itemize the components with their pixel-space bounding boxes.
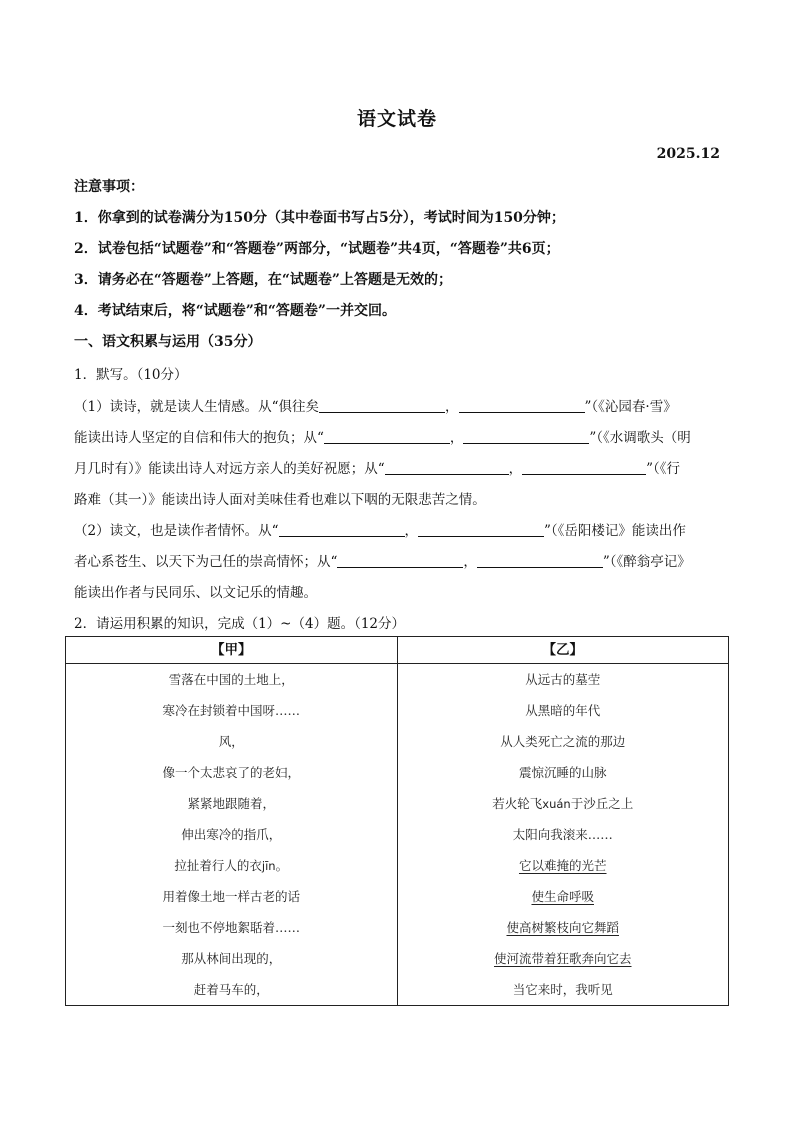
poem-line: 当它来时，我听见 <box>512 982 613 997</box>
pinyin: xuán <box>542 797 571 811</box>
poem-line <box>66 850 397 881</box>
underlined-poem-text: 使河流带着狂歌奔向它去 <box>493 951 632 966</box>
text: （2）读文，也是读作者情怀。从“ <box>74 523 279 539</box>
poem-line <box>398 943 729 974</box>
poem-line: 从远古的墓茔 <box>525 672 601 687</box>
text: ， <box>404 523 418 539</box>
question-1-stem: 1．默写。（10分） <box>74 367 188 383</box>
q1-part1-line3 <box>74 457 724 477</box>
poem-line: 一刻也不停地絮聒着…… <box>162 920 300 935</box>
table-header-row <box>66 637 729 664</box>
notice-item-2: 2．试卷包括“试题卷”和“答题卷”两部分，“试题卷”共4页，“答题卷”共6页； <box>74 241 560 257</box>
poem-line <box>398 912 729 943</box>
answer-blank[interactable] <box>522 460 646 475</box>
text: ， <box>445 399 459 415</box>
poem-text: 。 <box>275 858 289 873</box>
text: ， <box>508 461 523 477</box>
poem-line: 雪落在中国的土地上， <box>168 672 294 687</box>
poem-line <box>398 788 729 819</box>
q1-part2-line1 <box>74 519 724 539</box>
poem-yi-label: 【乙】 <box>397 637 729 664</box>
poem-line: 太阳向我滚来…… <box>512 827 613 842</box>
text: （1）读诗，就是读人生情感。从“俱往矣 <box>74 399 319 415</box>
table-row <box>66 664 729 1006</box>
poem-line: 寒冷在封锁着中国呀…… <box>162 703 300 718</box>
answer-blank[interactable] <box>463 429 589 444</box>
page-title: 语文试卷 <box>356 108 437 130</box>
poem-line: 震惊沉睡的山脉 <box>518 765 607 780</box>
poem-line: 从人类死亡之流的那边 <box>500 734 626 749</box>
q1-part1-line2 <box>74 426 724 446</box>
poem-line <box>398 881 729 912</box>
pinyin: jīn <box>261 859 276 873</box>
exam-date: 2025.12 <box>656 146 720 162</box>
text: ”（《岳阳楼记》能读出作 <box>544 523 686 539</box>
poems-table <box>65 636 729 1006</box>
text: 能读出诗人坚定的自信和伟大的抱负；从“ <box>74 430 324 446</box>
answer-blank[interactable] <box>319 398 445 413</box>
poem-text: 拉扯着行人的衣 <box>174 858 262 873</box>
text: ， <box>463 554 477 570</box>
text: ”（《行 <box>646 461 681 477</box>
q1-part1-line4: 路难（其一）》能读出诗人面对美味佳肴也难以下咽的无限悲苦之情。 <box>74 492 486 508</box>
answer-blank[interactable] <box>477 553 603 568</box>
notice-item-4: 4．考试结束后，将“试题卷”和“答题卷”一并交回。 <box>74 303 396 319</box>
text: ”（《水调歌头（明 <box>589 430 691 446</box>
poem-line: 像一个太悲哀了的老妇， <box>162 765 300 780</box>
text: 月几时有）》能读出诗人对远方亲人的美好祝愿；从“ <box>74 461 385 477</box>
notice-item-1: 1．你拿到的试卷满分为150分（其中卷面书写占5分），考试时间为150分钟； <box>74 210 565 226</box>
q1-part2-line3: 能读出作者与民同乐、以文记乐的情趣。 <box>74 585 317 601</box>
text: ， <box>449 430 464 446</box>
answer-blank[interactable] <box>418 522 544 537</box>
text: ”（《沁园春·雪》 <box>584 399 677 415</box>
underlined-poem-text: 使高树繁枝向它舞蹈 <box>506 920 619 935</box>
poem-line: 用着像土地一样古老的话 <box>162 889 300 904</box>
notice-heading: 注意事项： <box>74 179 144 195</box>
poem-line: 赶着马车的， <box>193 982 269 997</box>
q1-part2-line2 <box>74 550 724 570</box>
poem-jia <box>66 664 398 1006</box>
answer-blank[interactable] <box>324 429 450 444</box>
poem-line: 那从林间出现的， <box>181 951 282 966</box>
poem-text: 若火轮飞 <box>492 796 543 811</box>
underlined-poem-text: 它以难掩的光芒 <box>518 858 607 873</box>
underlined-poem-text: 使生命呼吸 <box>531 889 594 904</box>
poem-line: 紧紧地跟随着， <box>187 796 275 811</box>
question-2-stem: 2．请运用积累的知识，完成（1）~（4）题。（12分） <box>74 616 406 632</box>
text: 者心系苍生、以天下为己任的崇高情怀；从“ <box>74 554 338 570</box>
notice-item-3: 3．请务必在“答题卷”上答题，在“试题卷”上答题是无效的； <box>74 272 452 288</box>
poem-line: 从黑暗的年代 <box>525 703 601 718</box>
poem-line: 伸出寒冷的指爪， <box>181 827 282 842</box>
answer-blank[interactable] <box>459 398 585 413</box>
poem-jia-label: 【甲】 <box>66 637 398 664</box>
answer-blank[interactable] <box>279 522 405 537</box>
poem-line <box>398 850 729 881</box>
q1-part1-line1 <box>74 395 724 415</box>
text: ”（《醉翁亭记》 <box>602 554 691 570</box>
answer-blank[interactable] <box>385 460 509 475</box>
section-heading: 一、语文积累与运用（35分） <box>74 334 262 350</box>
poem-yi <box>397 664 729 1006</box>
poem-line: 风， <box>218 734 244 749</box>
poem-text: 于沙丘之上 <box>570 796 634 811</box>
answer-blank[interactable] <box>337 553 463 568</box>
